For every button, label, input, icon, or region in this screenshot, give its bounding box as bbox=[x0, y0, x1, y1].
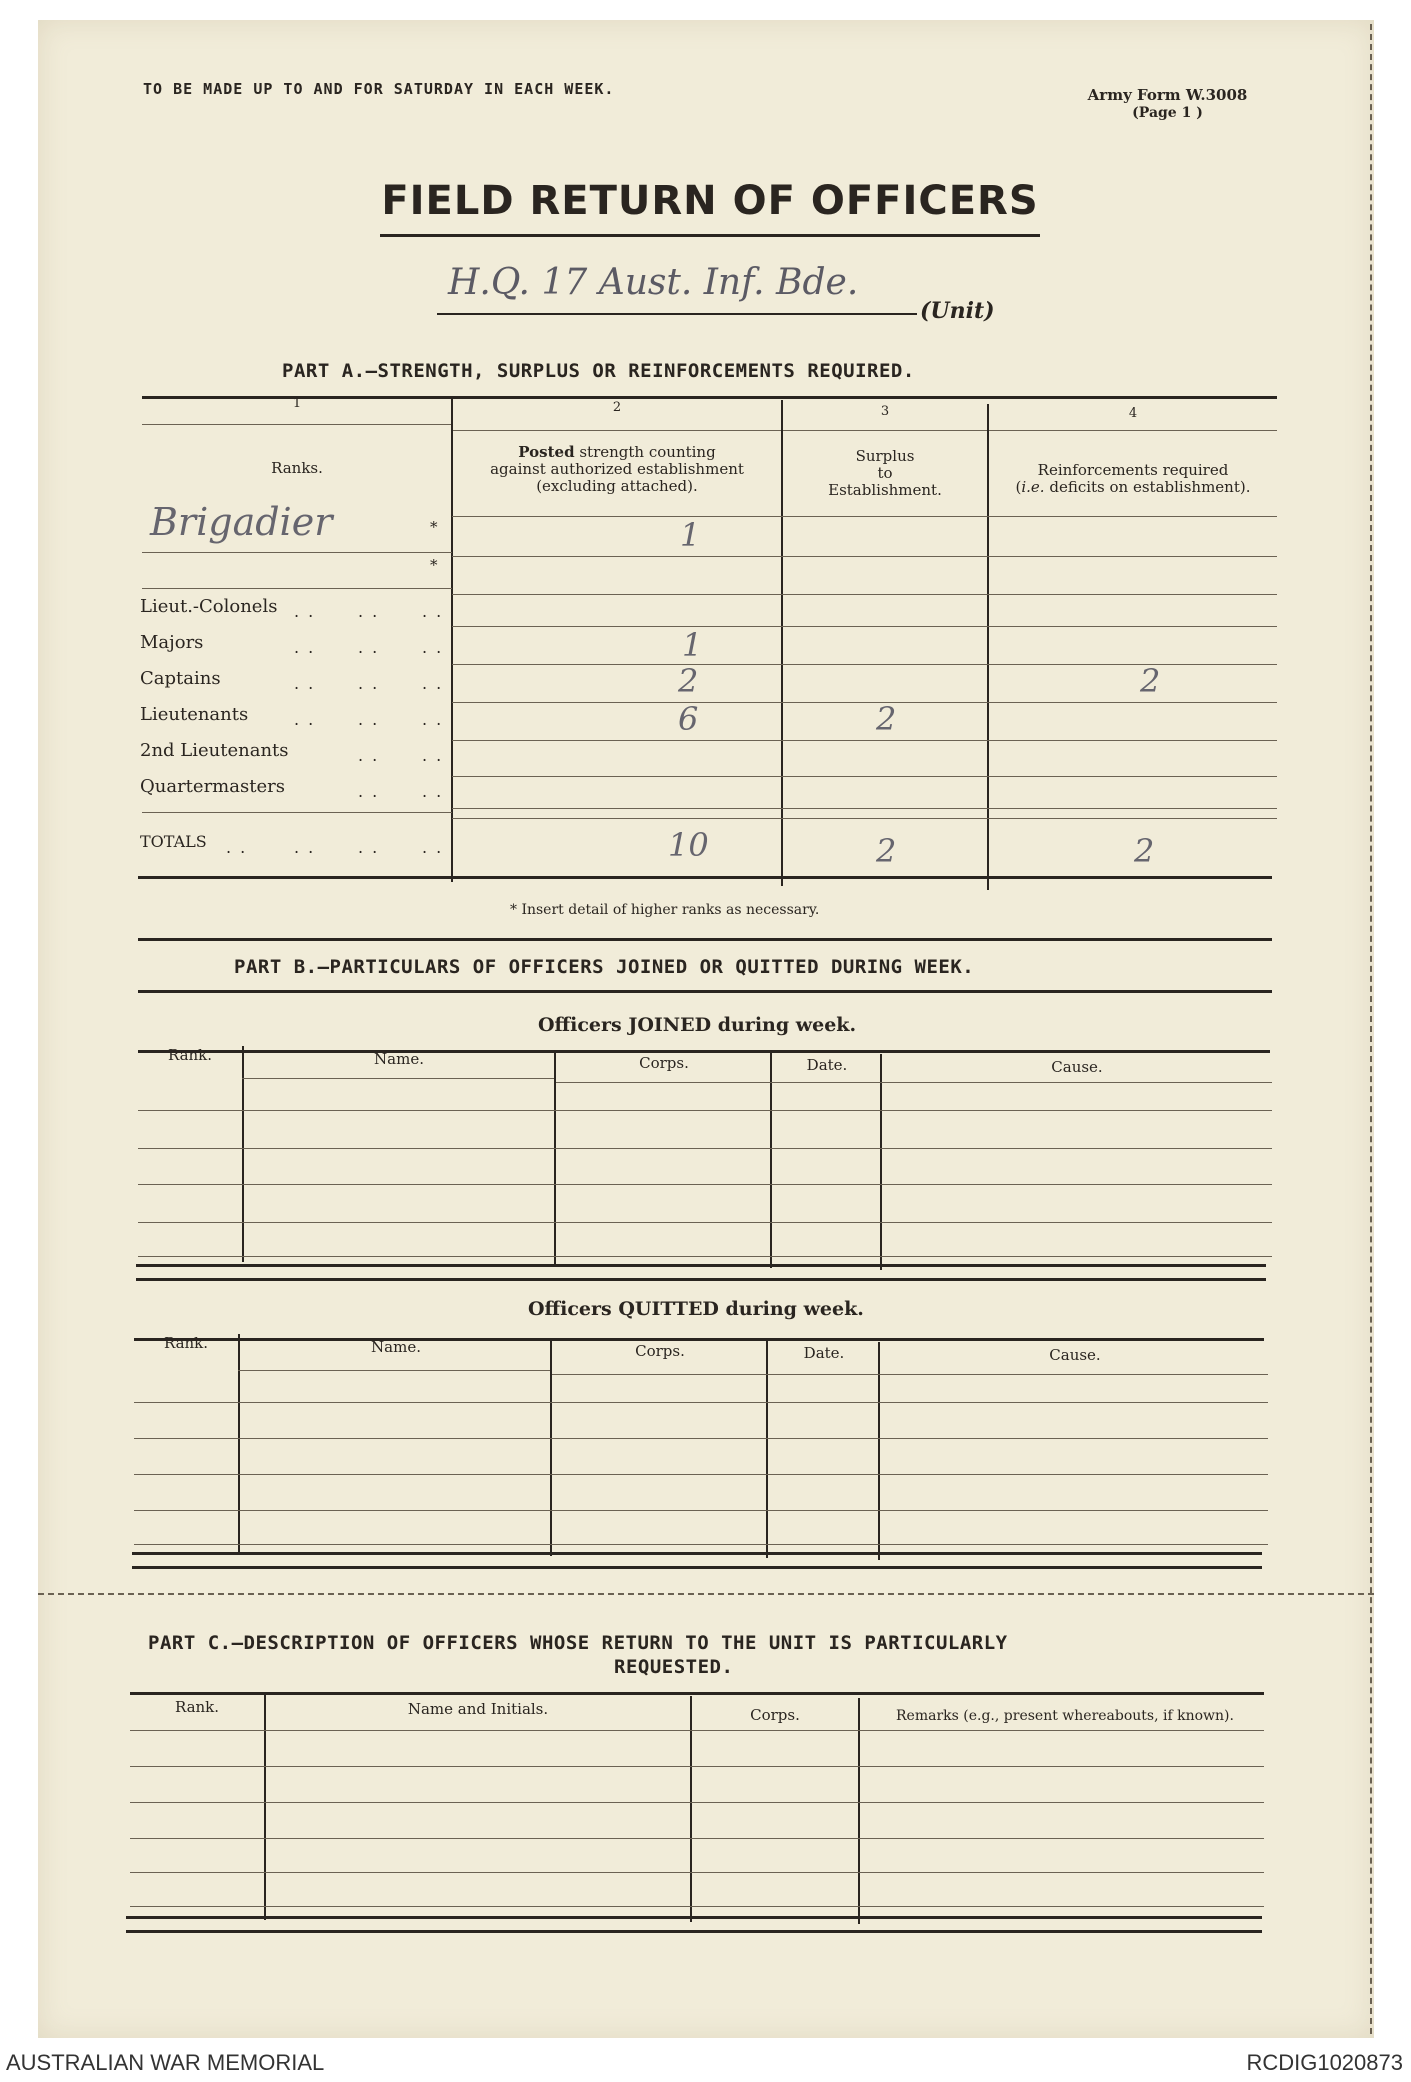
partc-col-divider bbox=[858, 1698, 860, 1924]
quitted-col-divider bbox=[550, 1338, 552, 1556]
part-a-footnote: * Insert detail of higher ranks as necessary. bbox=[510, 902, 820, 918]
col-number-2: 2 bbox=[612, 400, 622, 415]
surplus-line2: to bbox=[877, 464, 893, 482]
quitted-heading: Officers QUITTED during week. bbox=[528, 1298, 864, 1320]
rule bbox=[138, 1184, 1272, 1185]
rule bbox=[142, 588, 452, 589]
reinf-line2-rest: deficits on establishment). bbox=[1049, 478, 1251, 496]
rule bbox=[134, 1544, 1268, 1545]
reinf-captains: 2 bbox=[1140, 662, 1161, 700]
rule bbox=[452, 776, 1277, 777]
rule bbox=[138, 938, 1272, 941]
posted-brigadier: 1 bbox=[680, 516, 701, 554]
surplus-line1: Surplus bbox=[855, 447, 915, 465]
army-form-label: Army Form W.3008 bbox=[1087, 86, 1248, 104]
col-header-ranks: Ranks. bbox=[271, 459, 323, 477]
rank-lieut-colonels: Lieut.-Colonels bbox=[140, 596, 278, 617]
unit-label: (Unit) bbox=[920, 298, 995, 324]
leader-dots: . . bbox=[358, 838, 380, 857]
joined-col-corps: Corps. bbox=[639, 1054, 689, 1072]
reinf-ie: i.e. bbox=[1021, 478, 1045, 496]
quitted-col-name: Name. bbox=[371, 1338, 421, 1356]
posted-rest: strength counting bbox=[579, 443, 716, 461]
posted-line3: (excluding attached). bbox=[536, 477, 698, 495]
rule bbox=[452, 740, 1277, 741]
total-surplus: 2 bbox=[876, 832, 897, 870]
perforation-right bbox=[1370, 24, 1372, 2034]
joined-col-date: Date. bbox=[806, 1056, 848, 1074]
rule bbox=[130, 1730, 1264, 1731]
rule bbox=[134, 1510, 1268, 1511]
unit-line bbox=[437, 313, 917, 315]
part-c-heading-line1: PART C.—DESCRIPTION OF OFFICERS WHOSE RETURN TO THE UNIT IS PARTICULARLY bbox=[148, 1632, 1008, 1654]
leader-dots: . . bbox=[358, 710, 380, 729]
rule bbox=[142, 812, 452, 813]
joined-col-rank: Rank. bbox=[167, 1046, 213, 1064]
perforation-middle bbox=[38, 1593, 1374, 1595]
partc-col-remarks: Remarks (e.g., present whereabouts, if known). bbox=[896, 1708, 1234, 1724]
rule bbox=[142, 424, 452, 425]
posted-majors: 1 bbox=[682, 626, 703, 664]
rule bbox=[130, 1802, 1264, 1803]
rule bbox=[130, 1872, 1264, 1873]
quitted-col-divider bbox=[766, 1340, 768, 1558]
joined-col-name: Name. bbox=[374, 1050, 424, 1068]
rule bbox=[130, 1766, 1264, 1767]
rank-lieutenants: Lieutenants bbox=[140, 704, 249, 725]
rank-captains: Captains bbox=[140, 668, 221, 689]
rank-star: * bbox=[430, 556, 438, 574]
leader-dots: . . bbox=[422, 674, 444, 693]
leader-dots: . . bbox=[422, 638, 444, 657]
leader-dots: . . bbox=[422, 710, 444, 729]
header-instruction: TO BE MADE UP TO AND FOR SATURDAY IN EACH WEEK. bbox=[143, 80, 615, 98]
rule bbox=[130, 1906, 1264, 1907]
rule bbox=[138, 1222, 1272, 1223]
rule bbox=[130, 1692, 1264, 1695]
totals-label: TOTALS bbox=[140, 832, 207, 851]
total-reinforcements: 2 bbox=[1134, 832, 1155, 870]
posted-line2: against authorized establishment bbox=[490, 460, 744, 478]
col-number-4: 4 bbox=[1128, 406, 1138, 421]
rule bbox=[452, 626, 1277, 627]
rank-majors: Majors bbox=[140, 632, 204, 653]
rule bbox=[452, 594, 1277, 595]
form-title: FIELD RETURN OF OFFICERS bbox=[381, 178, 1039, 224]
leader-dots: . . bbox=[358, 746, 380, 765]
partc-col-corps: Corps. bbox=[750, 1706, 800, 1724]
col-number-3: 3 bbox=[880, 404, 890, 419]
reinf-line1: Reinforcements required bbox=[1037, 461, 1229, 479]
reinf-line2: (i.e. deficits on establishment). bbox=[1015, 478, 1251, 496]
rule bbox=[134, 1438, 1268, 1439]
part-a-heading: PART A.—STRENGTH, SURPLUS OR REINFORCEMENTS REQUIRED. bbox=[282, 360, 915, 382]
surplus-line3: Establishment. bbox=[828, 481, 942, 499]
army-form-number bbox=[1080, 86, 1255, 122]
leader-dots: . . bbox=[422, 746, 444, 765]
surplus-lieutenants: 2 bbox=[876, 700, 897, 738]
part-a-bottom-rule bbox=[138, 876, 1272, 879]
joined-col-divider bbox=[880, 1054, 882, 1270]
footer-record-id: RCDIG1020873 bbox=[1246, 2050, 1403, 2075]
rank-star: * bbox=[430, 518, 438, 536]
rule bbox=[136, 1278, 1266, 1281]
rule bbox=[134, 1474, 1268, 1475]
rule bbox=[138, 1256, 1272, 1257]
leader-dots: . . bbox=[358, 782, 380, 801]
posted-lieutenants: 6 bbox=[678, 700, 699, 738]
col-header-posted bbox=[456, 444, 778, 495]
posted-bold: Posted bbox=[518, 443, 575, 461]
leader-dots: . . bbox=[422, 782, 444, 801]
rule bbox=[556, 1082, 1272, 1083]
col-number-1: 1 bbox=[292, 396, 302, 411]
posted-captains: 2 bbox=[678, 662, 699, 700]
leader-dots: . . bbox=[294, 710, 316, 729]
title-underline bbox=[380, 234, 1040, 237]
joined-table-bottom bbox=[136, 1264, 1266, 1267]
leader-dots: . . bbox=[358, 674, 380, 693]
quitted-col-corps: Corps. bbox=[635, 1342, 685, 1360]
partc-col-rank: Rank. bbox=[174, 1698, 220, 1716]
total-posted: 10 bbox=[668, 826, 709, 864]
quitted-col-divider bbox=[238, 1334, 240, 1552]
page-number: (Page 1 ) bbox=[1132, 105, 1203, 121]
partc-col-divider bbox=[264, 1694, 266, 1920]
rule bbox=[126, 1930, 1262, 1933]
rank-quartermasters: Quartermasters bbox=[140, 776, 285, 797]
rule bbox=[138, 1110, 1272, 1111]
rule bbox=[552, 1374, 1268, 1375]
rule bbox=[452, 808, 1277, 809]
joined-col-cause: Cause. bbox=[1051, 1058, 1103, 1076]
rule bbox=[134, 1402, 1268, 1403]
partc-table-bottom bbox=[126, 1916, 1262, 1919]
rule bbox=[452, 818, 1277, 819]
col-header-surplus bbox=[786, 448, 984, 499]
rule bbox=[452, 556, 1277, 557]
partc-col-name: Name and Initials. bbox=[407, 1700, 549, 1718]
quitted-table-bottom bbox=[132, 1552, 1262, 1555]
leader-dots: . . bbox=[422, 838, 444, 857]
quitted-col-cause: Cause. bbox=[1049, 1346, 1101, 1364]
unit-handwritten: H.Q. 17 Aust. Inf. Bde. bbox=[448, 262, 859, 303]
col-header-reinforcements bbox=[990, 462, 1276, 496]
leader-dots: . . bbox=[358, 602, 380, 621]
leader-dots: . . bbox=[226, 838, 248, 857]
rule bbox=[242, 1078, 554, 1079]
footer-source: AUSTRALIAN WAR MEMORIAL bbox=[6, 2050, 325, 2075]
joined-col-divider bbox=[770, 1052, 772, 1268]
leader-dots: . . bbox=[358, 638, 380, 657]
part-b-heading: PART B.—PARTICULARS OF OFFICERS JOINED OR QUITTED DURING WEEK. bbox=[234, 956, 975, 978]
quitted-col-date: Date. bbox=[803, 1344, 845, 1362]
leader-dots: . . bbox=[294, 602, 316, 621]
rule bbox=[142, 552, 452, 553]
quitted-col-rank: Rank. bbox=[163, 1334, 209, 1352]
part-a-col-divider-2 bbox=[781, 400, 783, 886]
leader-dots: . . bbox=[294, 638, 316, 657]
rank-handwritten-brigadier: Brigadier bbox=[150, 500, 333, 544]
rule bbox=[130, 1838, 1264, 1839]
rule bbox=[238, 1370, 550, 1371]
leader-dots: . . bbox=[294, 838, 316, 857]
rank-2nd-lieutenants: 2nd Lieutenants bbox=[140, 740, 289, 761]
part-c-heading-line2: REQUESTED. bbox=[614, 1656, 734, 1678]
rule bbox=[138, 1148, 1272, 1149]
rule bbox=[138, 990, 1272, 993]
rule bbox=[452, 516, 1277, 517]
rule bbox=[132, 1566, 1262, 1569]
rule bbox=[452, 430, 1277, 431]
leader-dots: . . bbox=[422, 602, 444, 621]
rule bbox=[452, 702, 1277, 703]
leader-dots: . . bbox=[294, 674, 316, 693]
joined-heading: Officers JOINED during week. bbox=[538, 1014, 857, 1036]
